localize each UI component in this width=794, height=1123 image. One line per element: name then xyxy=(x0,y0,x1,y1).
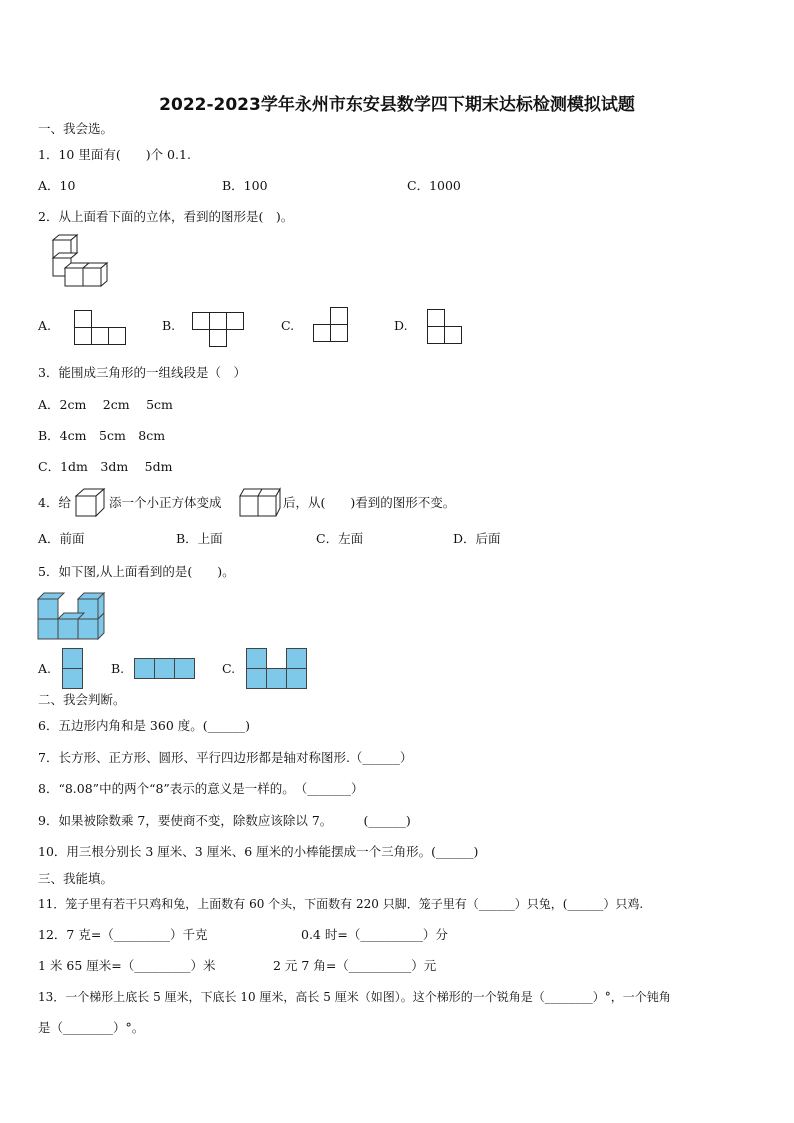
question-12-part-c: 1 米 65 厘米=（_________）米 xyxy=(38,958,216,973)
q5-solid-figure xyxy=(37,590,107,642)
q2-option-d[interactable]: D. xyxy=(394,318,408,333)
q2-option-b[interactable]: B. xyxy=(162,318,176,333)
question-4-middle: 添一个小正方体变成 xyxy=(109,495,222,510)
question-5-stem: 5．如下图,从上面看到的是( )。 xyxy=(38,564,235,579)
section-heading-1: 一、我会选。 xyxy=(38,121,114,136)
q4-option-b[interactable]: B．上面 xyxy=(176,531,223,546)
question-13-line-1: 13．一个梯形上底长 5 厘米，下底长 10 厘米，高长 5 厘米（如图）。这个梯形的一个锐角是（________）°，一个钝角 xyxy=(38,990,671,1004)
question-8: 8．“8.08”中的两个“8”表示的意义是一样的。 （_______） xyxy=(38,781,364,796)
section-heading-3: 三、我能填。 xyxy=(38,871,114,886)
q5-option-b-figure[interactable] xyxy=(134,658,196,680)
q3-option-b[interactable]: B．4cm 5cm 8cm xyxy=(38,428,166,443)
q5-option-a[interactable]: A. xyxy=(38,661,52,676)
q4-before-figure xyxy=(74,486,108,518)
question-7: 7．长方形、正方形、圆形、平行四边形都是轴对称图形.（______） xyxy=(38,750,413,765)
q2-option-b-figure[interactable] xyxy=(192,312,246,348)
page-title: 2022-2023学年永州市东安县数学四下期末达标检测模拟试题 xyxy=(159,95,635,115)
section-heading-2: 二、我会判断。 xyxy=(38,692,126,707)
question-6: 6．五边形内角和是 360 度。(______) xyxy=(38,718,251,733)
q5-option-a-figure[interactable] xyxy=(62,648,84,690)
question-4-prefix: 4．给 xyxy=(38,495,71,510)
q3-option-a[interactable]: A．2cm 2cm 5cm xyxy=(38,397,173,412)
q1-option-c[interactable]: C．1000 xyxy=(407,178,461,193)
question-12-part-d: 2 元 7 角=（__________）元 xyxy=(273,958,437,973)
q2-option-c-figure[interactable] xyxy=(313,307,351,343)
question-4-suffix: 后，从( )看到的图形不变。 xyxy=(283,495,456,510)
q5-option-c[interactable]: C. xyxy=(222,661,236,676)
question-10: 10．用三根分别长 3 厘米、3 厘米、6 厘米的小棒能摆成一个三角形。(______) xyxy=(38,844,479,859)
question-2-stem: 2．从上面看下面的立体，看到的图形是( )。 xyxy=(38,209,294,224)
question-3-stem: 3．能围成三角形的一组线段是（ ） xyxy=(38,365,246,380)
q3-option-c[interactable]: C．1dm 3dm 5dm xyxy=(38,459,173,474)
q2-option-a[interactable]: A. xyxy=(38,318,52,333)
q5-option-b[interactable]: B. xyxy=(111,661,125,676)
q1-option-b[interactable]: B．100 xyxy=(222,178,268,193)
q4-after-figure xyxy=(238,486,282,518)
question-11: 11．笼子里有若干只鸡和兔，上面数有 60 个头，下面数有 220 只脚．笼子里有（______）只兔，(______）只鸡. xyxy=(38,897,644,911)
question-12-part-a: 12．7 克=（_________）千克 xyxy=(38,927,208,942)
q4-option-a[interactable]: A．前面 xyxy=(38,531,85,546)
q2-option-d-figure[interactable] xyxy=(427,309,465,345)
question-13-line-2: 是（________）°。 xyxy=(38,1020,145,1035)
q4-option-c[interactable]: C．左面 xyxy=(316,531,364,546)
q2-option-c[interactable]: C. xyxy=(281,318,295,333)
question-9: 9．如果被除数乘 7，要使商不变，除数应该除以 7。 (______) xyxy=(38,813,411,828)
q1-option-a[interactable]: A．10 xyxy=(38,178,76,193)
q2-solid-figure xyxy=(50,238,114,290)
q2-option-a-figure[interactable] xyxy=(74,310,128,346)
q5-option-c-figure[interactable] xyxy=(246,648,308,690)
q4-option-d[interactable]: D．后面 xyxy=(453,531,501,546)
question-12-part-b: 0.4 时=（__________）分 xyxy=(301,927,448,942)
question-1-stem: 1．10 里面有( )个 0.1. xyxy=(38,147,191,162)
